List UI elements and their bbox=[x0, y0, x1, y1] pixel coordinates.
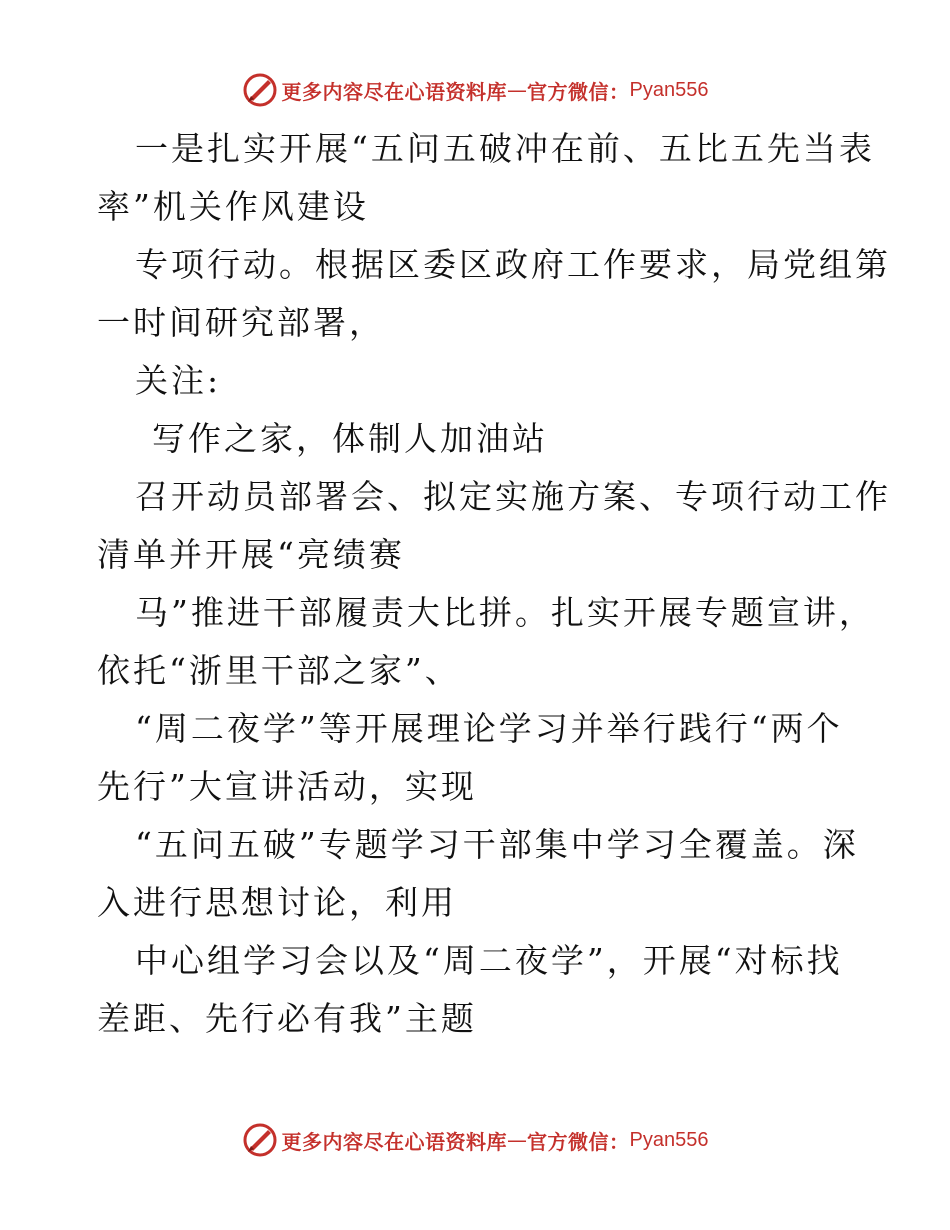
text-line: 关注: bbox=[135, 361, 222, 400]
quill-pen-seal-icon bbox=[242, 1122, 278, 1158]
text-line: 写作之家，体制人加油站 bbox=[152, 419, 548, 458]
text-line: 一时间研究部署， bbox=[97, 303, 385, 342]
text-line: 马”推进干部履责大比拼。扎实开展专题宣讲， bbox=[135, 593, 875, 632]
text-line: 先行”大宣讲活动，实现 bbox=[97, 767, 477, 806]
text-line: “五问五破”专题学习干部集中学习全覆盖。深 bbox=[135, 825, 859, 864]
text-line: 中心组学习会以及“周二夜学”，开展“对标找 bbox=[135, 941, 843, 980]
document-body bbox=[97, 120, 891, 1048]
watermark-separator: — bbox=[507, 78, 528, 102]
header-watermark bbox=[0, 70, 950, 110]
text-line: 清单并开展“亮绩赛 bbox=[97, 535, 405, 574]
footer-watermark bbox=[0, 1120, 950, 1160]
watermark-brand-text: 更多内容尽在心语资料库 bbox=[281, 1129, 508, 1154]
text-line: 一是扎实开展“五问五破冲在前、五比五先当表 bbox=[135, 129, 875, 168]
watermark-contact-text: 官方微信： bbox=[527, 79, 630, 104]
text-line: 依托“浙里干部之家”、 bbox=[97, 651, 461, 690]
text-line: 率”机关作风建设 bbox=[97, 187, 369, 226]
text-line: “周二夜学”等开展理论学习并举行践行“两个 bbox=[135, 709, 843, 748]
text-line: 召开动员部署会、拟定实施方案、专项行动工作 bbox=[135, 477, 891, 516]
watermark-separator: — bbox=[507, 1128, 528, 1152]
quill-pen-seal-icon bbox=[242, 72, 278, 108]
text-line: 专项行动。根据区委区政府工作要求，局党组第 bbox=[135, 245, 891, 284]
watermark-brand-text: 更多内容尽在心语资料库 bbox=[281, 79, 508, 104]
text-line: 差距、先行必有我”主题 bbox=[97, 999, 477, 1038]
watermark-contact-text: 官方微信： bbox=[527, 1129, 630, 1154]
watermark-contact-id: Pyan556 bbox=[629, 78, 709, 101]
text-line: 入进行思想讨论，利用 bbox=[97, 883, 457, 922]
watermark-contact-id: Pyan556 bbox=[629, 1128, 709, 1151]
